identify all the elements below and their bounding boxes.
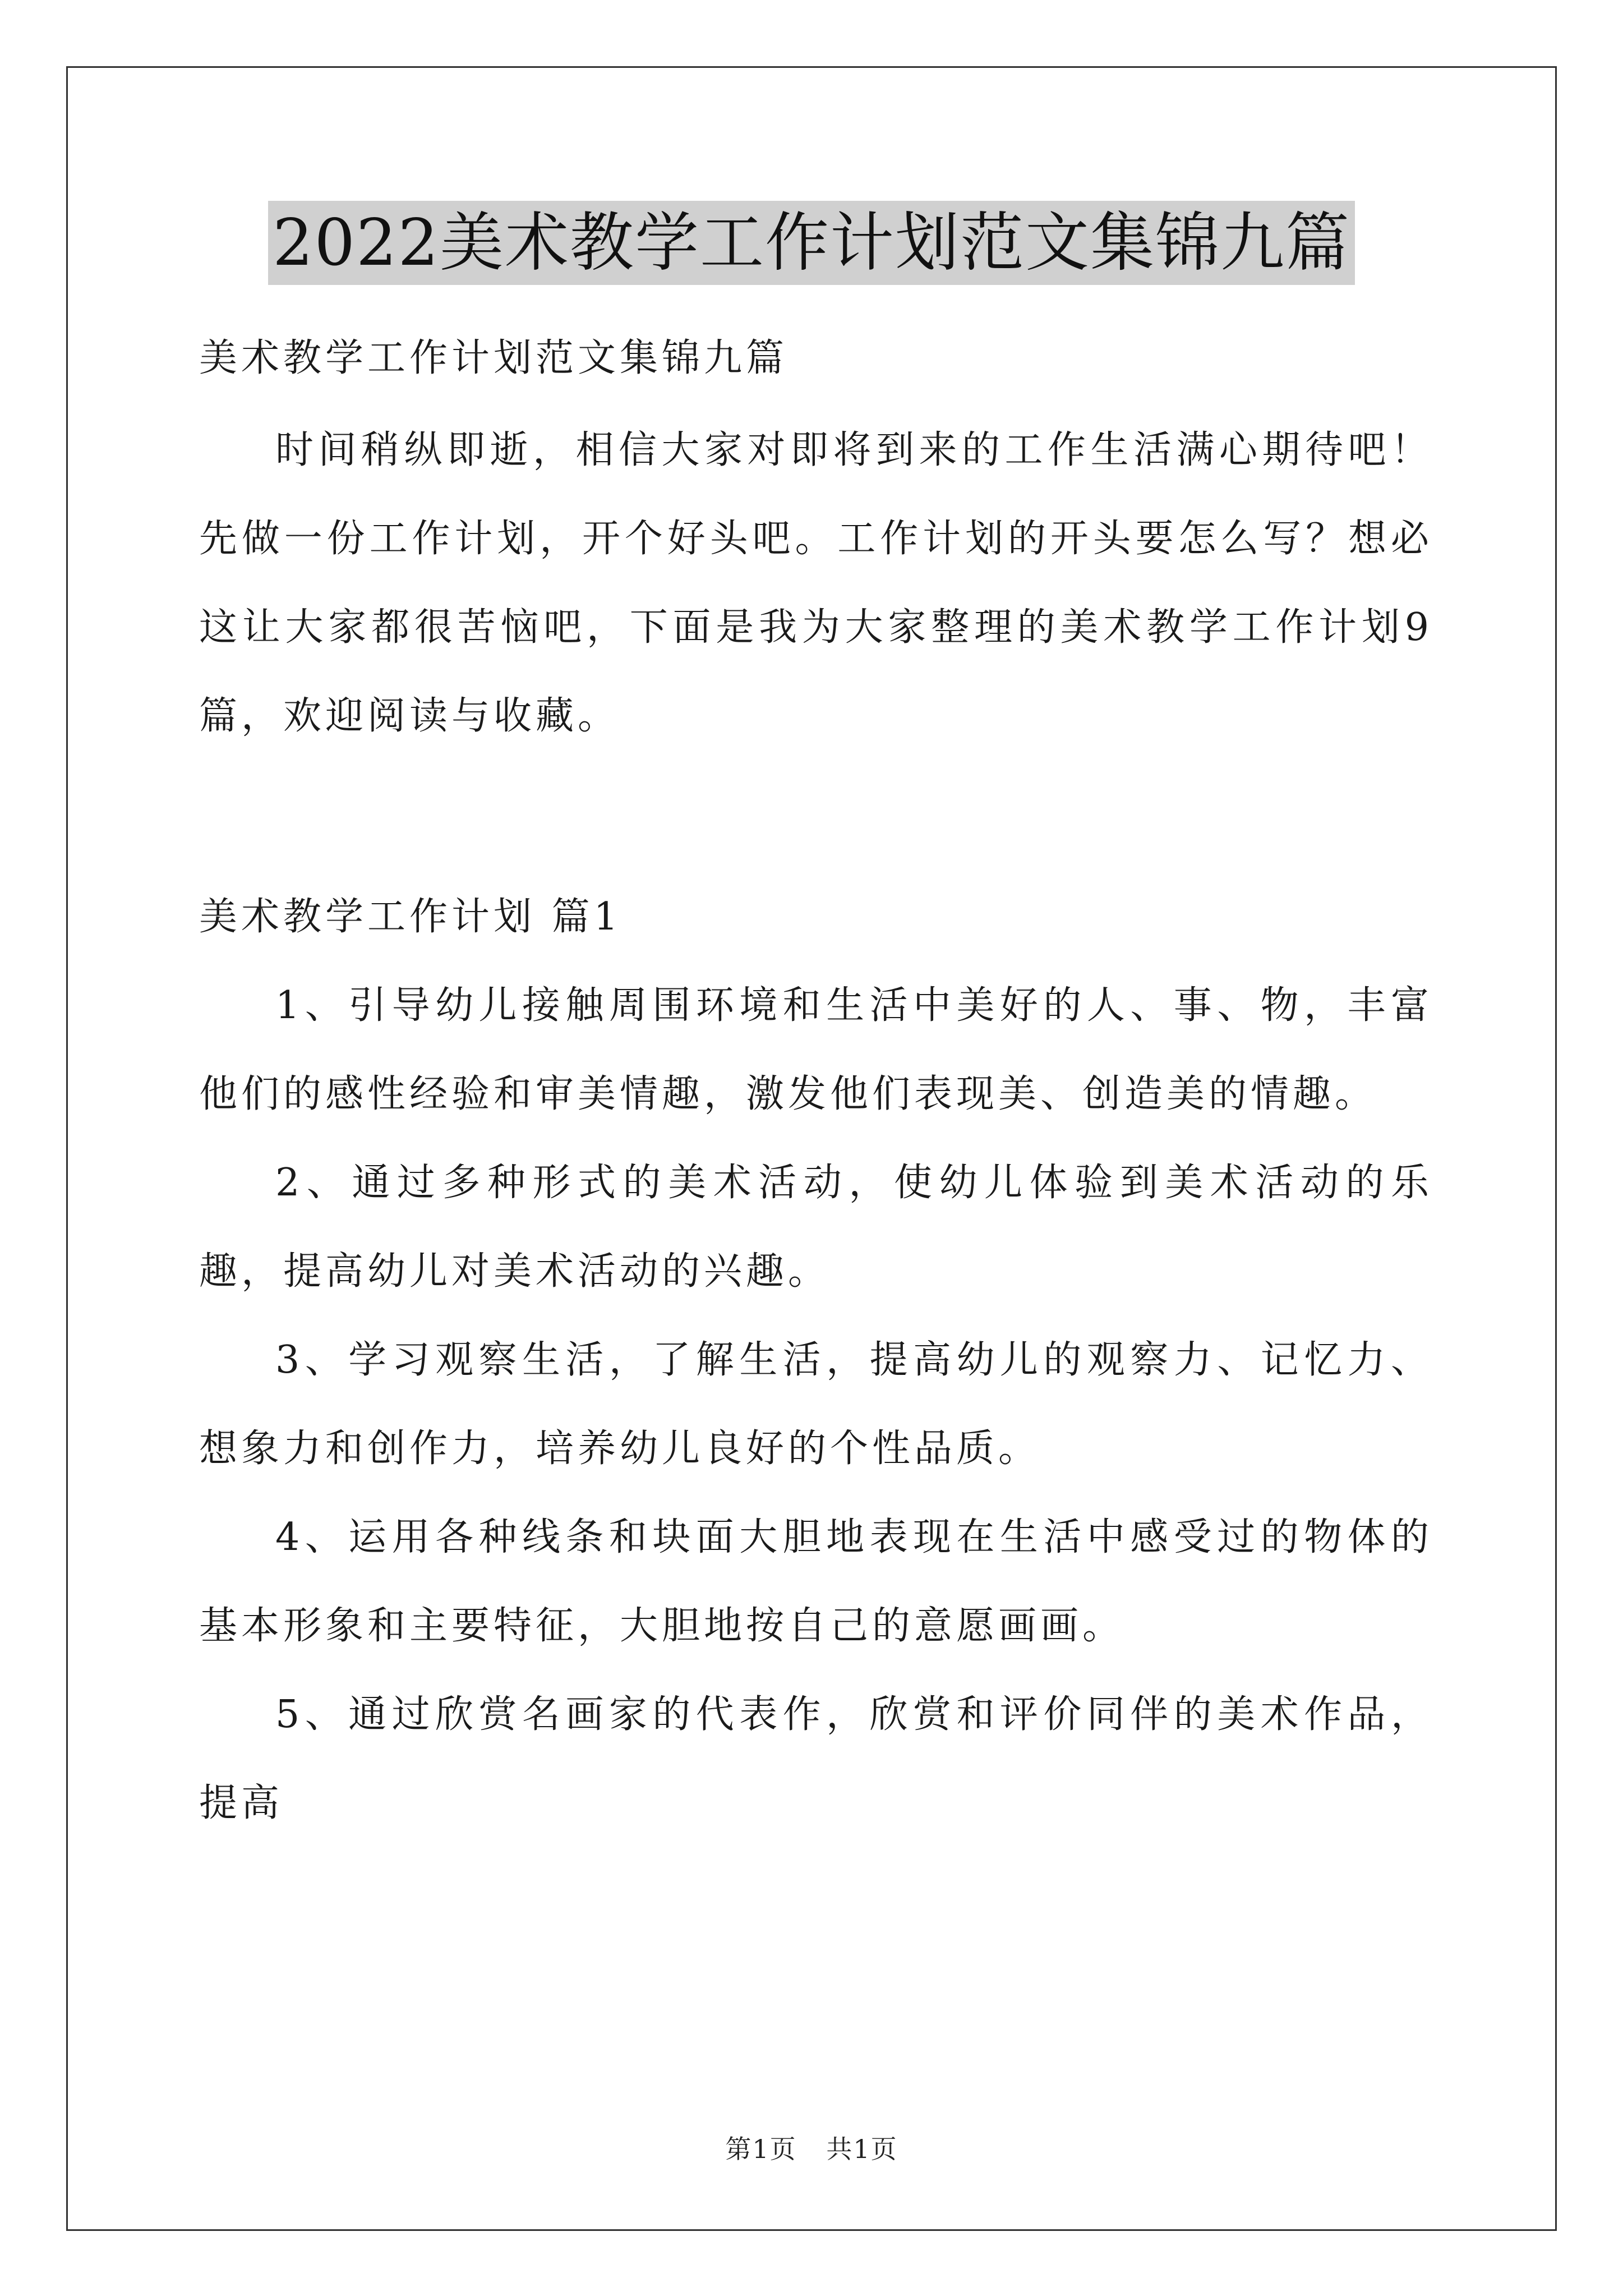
- page-total: 共1页: [826, 2134, 898, 2164]
- page-footer: [0, 2129, 1623, 2166]
- title-container: [0, 201, 1623, 285]
- list-item: 2、通过多种形式的美术活动，使幼儿体验到美术活动的乐趣，提高幼儿对美术活动的兴趣。: [199, 1161, 1433, 1294]
- intro-paragraph: 时间稍纵即逝，相信大家对即将到来的工作生活满心期待吧！先做一份工作计划，开个好头吧。工作计划的开头要怎么写？想必这让大家都很苦恼吧，下面是我为大家整理的美术教学工作计划9篇，欢迎阅读与收藏。: [199, 428, 1433, 738]
- document-subtitle: 美术教学工作计划范文集锦九篇: [199, 336, 789, 380]
- section-heading: 美术教学工作计划 篇1: [199, 895, 622, 939]
- list-item: 4、运用各种线条和块面大胆地表现在生活中感受过的物体的基本形象和主要特征，大胆地按自己的意愿画画。: [199, 1515, 1433, 1648]
- list-item: 1、引导幼儿接触周围环境和生活中美好的人、事、物，丰富他们的感性经验和审美情趣，激发他们表现美、创造美的情趣。: [199, 983, 1433, 1116]
- document-title: 2022美术教学工作计划范文集锦九篇: [268, 201, 1355, 285]
- document-body: [199, 314, 1433, 1848]
- list-item: 5、通过欣赏名画家的代表作，欣赏和评价同伴的美术作品，提高: [199, 1692, 1433, 1825]
- list-item: 3、学习观察生活，了解生活，提高幼儿的观察力、记忆力、想象力和创作力，培养幼儿良好的个性品质。: [199, 1338, 1433, 1471]
- page-number: 第1页: [725, 2134, 797, 2164]
